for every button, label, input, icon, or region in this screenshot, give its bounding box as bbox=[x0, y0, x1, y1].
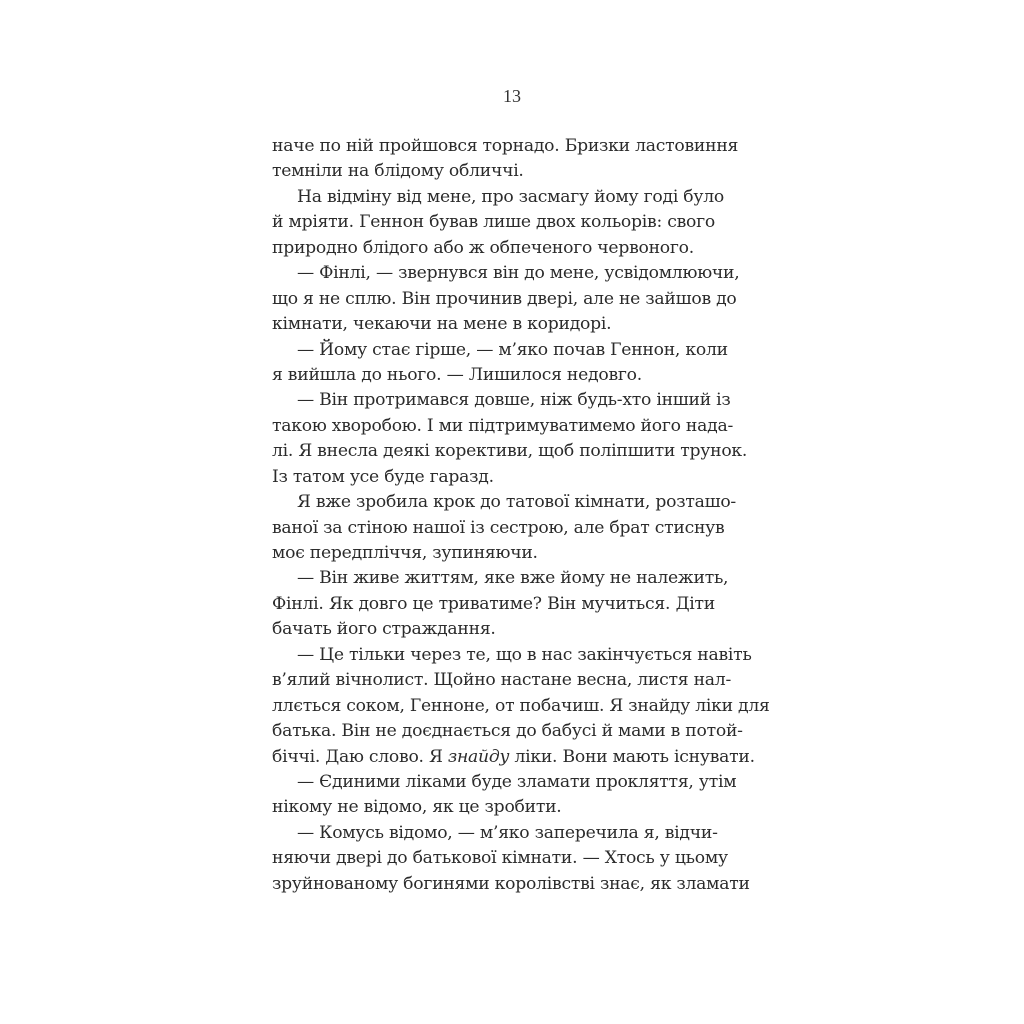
text-line bbox=[272, 770, 737, 795]
text-segment: — Комусь відомо, — м’яко заперечила я, відчи- bbox=[297, 822, 718, 843]
text-line bbox=[272, 643, 752, 668]
text-segment: ліки. Вони мають існувати. bbox=[509, 746, 755, 767]
text-line bbox=[272, 312, 715, 337]
emphasis-text: знайду bbox=[447, 746, 510, 767]
text-segment: моє передпліччя, зупиняючи. bbox=[272, 543, 538, 563]
text-line bbox=[272, 668, 732, 693]
text-segment: що я не сплю. Він прочинив двері, але не зайшов до bbox=[272, 288, 737, 309]
text-segment: — Він живе життям, яке вже йому не належить, bbox=[297, 568, 729, 589]
text-line bbox=[272, 490, 736, 515]
text-segment: Фінлі. Як довго це триватиме? Він мучиться. Діти bbox=[272, 593, 715, 614]
text-line bbox=[272, 541, 715, 566]
text-segment: лі. Я внесла деякі корективи, щоб поліпшити трунок. bbox=[272, 441, 748, 462]
text-line bbox=[272, 516, 725, 541]
text-line bbox=[272, 439, 748, 464]
text-line bbox=[272, 795, 715, 820]
text-line bbox=[272, 592, 715, 617]
text-segment: Я вже зробила крок до татової кімнати, розташо- bbox=[297, 492, 736, 513]
text-line bbox=[272, 821, 718, 846]
text-segment: біччі. Даю слово. Я bbox=[272, 746, 448, 767]
text-line bbox=[272, 414, 734, 439]
text-segment: зруйнованому богинями королівстві знає, як зламати bbox=[272, 873, 750, 894]
text-segment: — Він протримався довше, ніж будь-хто інший із bbox=[297, 390, 731, 411]
text-segment: — Йому стає гірше, — м’яко почав Геннон, коли bbox=[297, 339, 728, 360]
text-line bbox=[272, 388, 731, 413]
text-line bbox=[272, 159, 715, 184]
text-segment: природно блідого або ж обпеченого червоного. bbox=[272, 237, 694, 258]
text-line bbox=[272, 287, 737, 312]
text-segment: Із татом усе буде гаразд. bbox=[272, 466, 494, 487]
text-segment: темніли на блідому обличчі. bbox=[272, 161, 524, 182]
text-segment: наче по ній пройшовся торнадо. Бризки ластовиння bbox=[272, 136, 739, 156]
text-line bbox=[272, 210, 715, 235]
text-line bbox=[272, 617, 715, 642]
text-line bbox=[272, 338, 728, 363]
text-line bbox=[272, 846, 728, 871]
text-line bbox=[272, 719, 743, 744]
text-line bbox=[272, 694, 770, 719]
text-line bbox=[272, 261, 740, 286]
text-segment: й мріяти. Геннон бував лише двох кольорів: свого bbox=[272, 212, 715, 233]
body-text bbox=[272, 134, 770, 897]
text-segment: нікому не відомо, як це зробити. bbox=[272, 797, 562, 818]
text-segment: На відміну від мене, про засмагу йому годі було bbox=[297, 186, 725, 207]
text-segment: — Це тільки через те, що в нас закінчується навіть bbox=[297, 644, 752, 665]
text-segment: батька. Він не доєднається до бабусі й мами в потой- bbox=[272, 721, 743, 742]
text-line bbox=[272, 363, 715, 388]
text-segment: няючи двері до батькової кімнати. — Хтось у цьому bbox=[272, 848, 728, 869]
text-line bbox=[272, 566, 729, 591]
text-segment: ваної за стіною нашої із сестрою, але брат стиснув bbox=[272, 517, 725, 538]
text-segment: в’ялий вічнолист. Щойно настане весна, листя нал- bbox=[272, 670, 732, 691]
text-segment: — Фінлі, — звернувся він до мене, усвідомлюючи, bbox=[297, 263, 740, 284]
text-line bbox=[272, 872, 750, 897]
text-segment: бачать його страждання. bbox=[272, 619, 496, 640]
text-line bbox=[272, 134, 739, 159]
text-line bbox=[272, 465, 715, 490]
text-segment: — Єдиними ліками буде зламати прокляття, утім bbox=[297, 771, 737, 792]
text-segment: такою хворобою. І ми підтримуватимемо його нада- bbox=[272, 415, 734, 436]
page-number: 13 bbox=[503, 86, 521, 106]
text-line bbox=[272, 185, 725, 210]
text-segment: я вийшла до нього. — Лишилося недовго. bbox=[272, 364, 642, 385]
text-line bbox=[272, 745, 755, 770]
text-segment: ллється соком, Генноне, от побачиш. Я знайду ліки для bbox=[272, 695, 770, 716]
text-line bbox=[272, 236, 715, 261]
text-segment: кімнати, чекаючи на мене в коридорі. bbox=[272, 314, 612, 335]
